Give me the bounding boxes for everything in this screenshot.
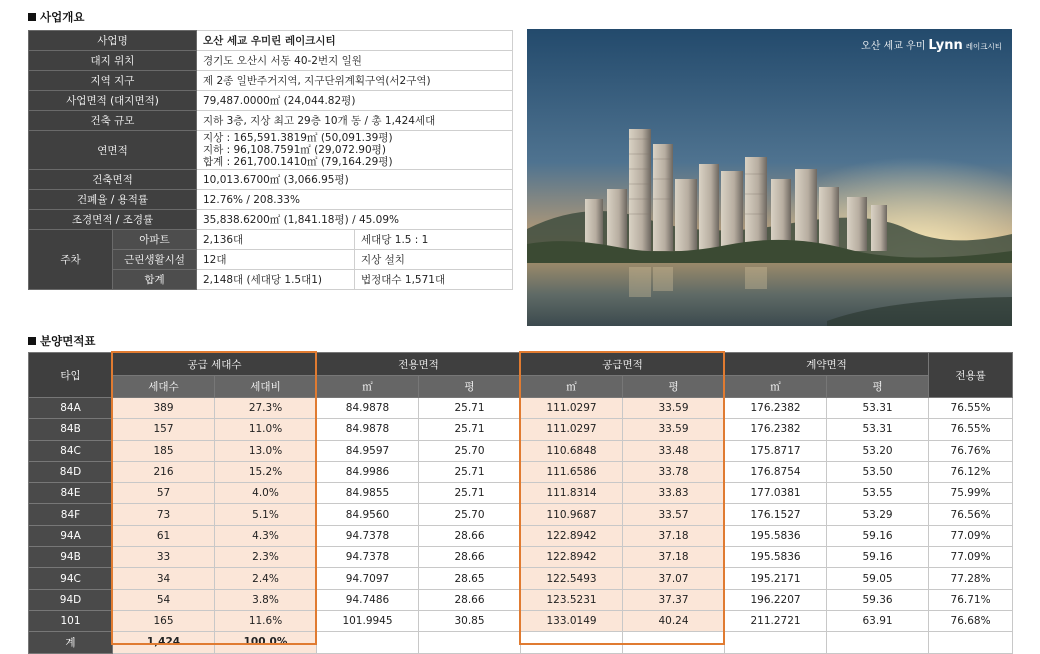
overview-value: 79,487.0000㎡ (24,044.82평) xyxy=(197,91,513,111)
cell-exclusive-ratio: 76.55% xyxy=(929,419,1013,440)
cell-contract-pyeong: 59.05 xyxy=(827,568,929,589)
cell-supply-pyeong: 37.37 xyxy=(623,589,725,610)
header-contract-area: 계약면적 xyxy=(725,353,929,376)
parking-note: 법정대수 1,571대 xyxy=(355,270,513,290)
cell-contract-pyeong: 59.16 xyxy=(827,547,929,568)
cell-exclusive-sqm: 84.9855 xyxy=(317,483,419,504)
total-empty-cell xyxy=(623,632,725,653)
cell-exclusive-ratio: 77.28% xyxy=(929,568,1013,589)
parking-note: 지상 설치 xyxy=(355,250,513,270)
cell-units: 185 xyxy=(113,440,215,461)
cell-unit-ratio: 4.3% xyxy=(215,525,317,546)
cell-units: 34 xyxy=(113,568,215,589)
subheader-units: 세대수 xyxy=(113,376,215,398)
cell-units: 157 xyxy=(113,419,215,440)
cell-units: 216 xyxy=(113,461,215,482)
subheader-supply-pyeong: 평 xyxy=(623,376,725,398)
cell-supply-pyeong: 37.18 xyxy=(623,525,725,546)
cell-supply-pyeong: 37.18 xyxy=(623,547,725,568)
overview-label: 지역 지구 xyxy=(29,71,197,91)
cell-unit-ratio: 4.0% xyxy=(215,483,317,504)
cell-contract-sqm: 176.2382 xyxy=(725,398,827,419)
overview-value-line: 지하 : 96,108.7591㎡ (29,072.90평) xyxy=(203,144,386,156)
overview-value-line: 지상 : 165,591.3819㎡ (50,091.39평) xyxy=(203,132,393,144)
overview-row xyxy=(29,170,513,190)
cell-exclusive-ratio: 77.09% xyxy=(929,547,1013,568)
parking-count: 2,136대 xyxy=(197,230,355,250)
header-type: 타입 xyxy=(29,353,113,398)
table-row xyxy=(29,568,1013,589)
overview-label: 사업면적 (대지면적) xyxy=(29,91,197,111)
cell-supply-sqm: 122.8942 xyxy=(521,547,623,568)
table-row xyxy=(29,525,1013,546)
cell-contract-sqm: 195.5836 xyxy=(725,547,827,568)
cell-units: 165 xyxy=(113,610,215,631)
cell-contract-sqm: 195.5836 xyxy=(725,525,827,546)
overview-value-line: 합계 : 261,700.1410㎡ (79,164.29평) xyxy=(203,156,393,168)
total-empty-cell xyxy=(827,632,929,653)
table-row xyxy=(29,461,1013,482)
cell-contract-pyeong: 63.91 xyxy=(827,610,929,631)
parking-sub-label: 근린생활시설 xyxy=(113,250,197,270)
overview-value: 35,838.6200㎡ (1,841.18평) / 45.09% xyxy=(197,210,513,230)
cell-supply-pyeong: 33.59 xyxy=(623,398,725,419)
complex-rendering-image xyxy=(527,29,1012,326)
overview-label: 건폐율 / 용적률 xyxy=(29,190,197,210)
cell-contract-sqm: 211.2721 xyxy=(725,610,827,631)
total-empty-cell xyxy=(419,632,521,653)
cell-unit-ratio: 27.3% xyxy=(215,398,317,419)
caption-suffix: 레이크시티 xyxy=(965,42,1002,51)
cell-exclusive-pyeong: 28.65 xyxy=(419,568,521,589)
cell-supply-sqm: 111.0297 xyxy=(521,398,623,419)
overview-row xyxy=(29,190,513,210)
cell-exclusive-pyeong: 25.70 xyxy=(419,504,521,525)
cell-units: 33 xyxy=(113,547,215,568)
subheader-exclusive-sqm: ㎡ xyxy=(317,376,419,398)
square-bullet-icon xyxy=(28,337,36,345)
cell-contract-pyeong: 53.20 xyxy=(827,440,929,461)
cell-type: 94D xyxy=(29,589,113,610)
subheader-contract-sqm: ㎡ xyxy=(725,376,827,398)
total-row xyxy=(29,632,1013,653)
sales-area-table xyxy=(28,352,1013,654)
header-supply-area: 공급면적 xyxy=(521,353,725,376)
overview-title-text: 사업개요 xyxy=(40,10,85,24)
overview-value: 제 2종 일반주거지역, 지구단위계획구역(서2구역) xyxy=(197,71,513,91)
cell-unit-ratio: 2.4% xyxy=(215,568,317,589)
total-empty-cell xyxy=(929,632,1013,653)
subheader-exclusive-pyeong: 평 xyxy=(419,376,521,398)
total-units: 1,424 xyxy=(113,632,215,653)
table-row xyxy=(29,610,1013,631)
cell-supply-sqm: 133.0149 xyxy=(521,610,623,631)
cell-exclusive-ratio: 77.09% xyxy=(929,525,1013,546)
cell-supply-pyeong: 33.48 xyxy=(623,440,725,461)
overview-row xyxy=(29,111,513,131)
cell-unit-ratio: 5.1% xyxy=(215,504,317,525)
parking-note: 세대당 1.5 : 1 xyxy=(355,230,513,250)
square-bullet-icon xyxy=(28,13,36,21)
cell-exclusive-sqm: 94.7378 xyxy=(317,525,419,546)
cell-unit-ratio: 2.3% xyxy=(215,547,317,568)
cell-exclusive-pyeong: 25.71 xyxy=(419,483,521,504)
overview-table xyxy=(28,30,513,290)
cell-type: 94C xyxy=(29,568,113,589)
overview-row xyxy=(29,131,513,170)
sales-section-title xyxy=(28,333,96,349)
parking-row xyxy=(29,230,513,250)
cell-exclusive-sqm: 84.9878 xyxy=(317,398,419,419)
table-row xyxy=(29,440,1013,461)
cell-exclusive-sqm: 94.7486 xyxy=(317,589,419,610)
cell-units: 54 xyxy=(113,589,215,610)
cell-exclusive-ratio: 76.12% xyxy=(929,461,1013,482)
overview-row xyxy=(29,31,513,51)
cell-contract-pyeong: 53.31 xyxy=(827,398,929,419)
cell-unit-ratio: 15.2% xyxy=(215,461,317,482)
overview-label: 건축면적 xyxy=(29,170,197,190)
parking-count: 2,148대 (세대당 1.5대1) xyxy=(197,270,355,290)
cell-supply-pyeong: 37.07 xyxy=(623,568,725,589)
cell-exclusive-pyeong: 25.71 xyxy=(419,461,521,482)
cell-type: 84D xyxy=(29,461,113,482)
cell-contract-sqm: 175.8717 xyxy=(725,440,827,461)
cell-exclusive-sqm: 84.9986 xyxy=(317,461,419,482)
cell-exclusive-pyeong: 28.66 xyxy=(419,547,521,568)
cell-supply-pyeong: 33.57 xyxy=(623,504,725,525)
cell-exclusive-pyeong: 25.70 xyxy=(419,440,521,461)
cell-exclusive-pyeong: 25.71 xyxy=(419,398,521,419)
cell-contract-pyeong: 59.16 xyxy=(827,525,929,546)
cell-type: 84B xyxy=(29,419,113,440)
cell-exclusive-sqm: 101.9945 xyxy=(317,610,419,631)
parking-sub-label: 아파트 xyxy=(113,230,197,250)
overview-value: 10,013.6700㎡ (3,066.95평) xyxy=(197,170,513,190)
caption-brand: Lynn xyxy=(928,38,963,53)
cell-supply-pyeong: 33.59 xyxy=(623,419,725,440)
caption-prefix: 오산 세교 우미 xyxy=(861,41,926,52)
table-row xyxy=(29,419,1013,440)
cell-supply-sqm: 110.9687 xyxy=(521,504,623,525)
cell-unit-ratio: 13.0% xyxy=(215,440,317,461)
cell-contract-pyeong: 53.55 xyxy=(827,483,929,504)
cell-supply-pyeong: 33.83 xyxy=(623,483,725,504)
cell-exclusive-ratio: 76.55% xyxy=(929,398,1013,419)
cell-supply-sqm: 122.5493 xyxy=(521,568,623,589)
parking-sub-label: 합계 xyxy=(113,270,197,290)
total-unit-ratio: 100.0% xyxy=(215,632,317,653)
overview-value xyxy=(197,131,513,170)
cell-exclusive-sqm: 84.9878 xyxy=(317,419,419,440)
cell-contract-sqm: 196.2207 xyxy=(725,589,827,610)
overview-label: 연면적 xyxy=(29,131,197,170)
total-empty-cell xyxy=(725,632,827,653)
header-exclusive-ratio: 전용률 xyxy=(929,353,1013,398)
cell-contract-pyeong: 53.50 xyxy=(827,461,929,482)
cell-type: 101 xyxy=(29,610,113,631)
cell-units: 57 xyxy=(113,483,215,504)
overview-row xyxy=(29,91,513,111)
apartment-skyline-illustration xyxy=(527,29,1012,326)
cell-exclusive-sqm: 84.9597 xyxy=(317,440,419,461)
table-row xyxy=(29,589,1013,610)
cell-unit-ratio: 11.6% xyxy=(215,610,317,631)
image-caption xyxy=(861,37,1002,53)
cell-exclusive-ratio: 76.76% xyxy=(929,440,1013,461)
overview-value: 12.76% / 208.33% xyxy=(197,190,513,210)
overview-row xyxy=(29,71,513,91)
overview-value: 경기도 오산시 서동 40-2번지 일원 xyxy=(197,51,513,71)
cell-type: 94A xyxy=(29,525,113,546)
overview-label: 조경면적 / 조경률 xyxy=(29,210,197,230)
cell-contract-sqm: 176.8754 xyxy=(725,461,827,482)
cell-exclusive-ratio: 76.71% xyxy=(929,589,1013,610)
cell-type: 84F xyxy=(29,504,113,525)
cell-supply-pyeong: 33.78 xyxy=(623,461,725,482)
overview-label: 사업명 xyxy=(29,31,197,51)
table-row xyxy=(29,547,1013,568)
parking-label: 주차 xyxy=(29,230,113,290)
cell-unit-ratio: 3.8% xyxy=(215,589,317,610)
overview-label: 건축 규모 xyxy=(29,111,197,131)
overview-section-title xyxy=(28,9,84,25)
cell-exclusive-pyeong: 30.85 xyxy=(419,610,521,631)
cell-supply-sqm: 110.6848 xyxy=(521,440,623,461)
cell-type: 84C xyxy=(29,440,113,461)
cell-exclusive-sqm: 84.9560 xyxy=(317,504,419,525)
subheader-supply-sqm: ㎡ xyxy=(521,376,623,398)
cell-unit-ratio: 11.0% xyxy=(215,419,317,440)
cell-supply-sqm: 111.8314 xyxy=(521,483,623,504)
cell-exclusive-pyeong: 28.66 xyxy=(419,525,521,546)
cell-type: 84A xyxy=(29,398,113,419)
table-row xyxy=(29,398,1013,419)
subheader-contract-pyeong: 평 xyxy=(827,376,929,398)
table-row xyxy=(29,483,1013,504)
sales-title-text: 분양면적표 xyxy=(40,334,96,348)
cell-contract-sqm: 176.2382 xyxy=(725,419,827,440)
overview-row xyxy=(29,210,513,230)
cell-exclusive-ratio: 76.68% xyxy=(929,610,1013,631)
cell-contract-pyeong: 53.31 xyxy=(827,419,929,440)
overview-value: 지하 3층, 지상 최고 29층 10개 동 / 총 1,424세대 xyxy=(197,111,513,131)
cell-supply-sqm: 123.5231 xyxy=(521,589,623,610)
total-empty-cell xyxy=(317,632,419,653)
cell-units: 61 xyxy=(113,525,215,546)
cell-supply-pyeong: 40.24 xyxy=(623,610,725,631)
cell-exclusive-sqm: 94.7378 xyxy=(317,547,419,568)
cell-type: 84E xyxy=(29,483,113,504)
cell-units: 73 xyxy=(113,504,215,525)
table-row xyxy=(29,504,1013,525)
cell-exclusive-ratio: 75.99% xyxy=(929,483,1013,504)
overview-row xyxy=(29,51,513,71)
subheader-unit-ratio: 세대비 xyxy=(215,376,317,398)
parking-count: 12대 xyxy=(197,250,355,270)
cell-contract-pyeong: 59.36 xyxy=(827,589,929,610)
total-empty-cell xyxy=(521,632,623,653)
cell-supply-sqm: 111.0297 xyxy=(521,419,623,440)
cell-contract-sqm: 195.2171 xyxy=(725,568,827,589)
cell-contract-sqm: 177.0381 xyxy=(725,483,827,504)
cell-exclusive-pyeong: 28.66 xyxy=(419,589,521,610)
cell-exclusive-pyeong: 25.71 xyxy=(419,419,521,440)
cell-units: 389 xyxy=(113,398,215,419)
cell-exclusive-ratio: 76.56% xyxy=(929,504,1013,525)
header-exclusive-area: 전용면적 xyxy=(317,353,521,376)
cell-type: 94B xyxy=(29,547,113,568)
cell-supply-sqm: 122.8942 xyxy=(521,525,623,546)
cell-supply-sqm: 111.6586 xyxy=(521,461,623,482)
total-label: 계 xyxy=(29,632,113,653)
overview-label: 대지 위치 xyxy=(29,51,197,71)
cell-contract-pyeong: 53.29 xyxy=(827,504,929,525)
overview-value: 오산 세교 우미린 레이크시티 xyxy=(197,31,513,51)
header-supply-units: 공급 세대수 xyxy=(113,353,317,376)
cell-exclusive-sqm: 94.7097 xyxy=(317,568,419,589)
cell-contract-sqm: 176.1527 xyxy=(725,504,827,525)
